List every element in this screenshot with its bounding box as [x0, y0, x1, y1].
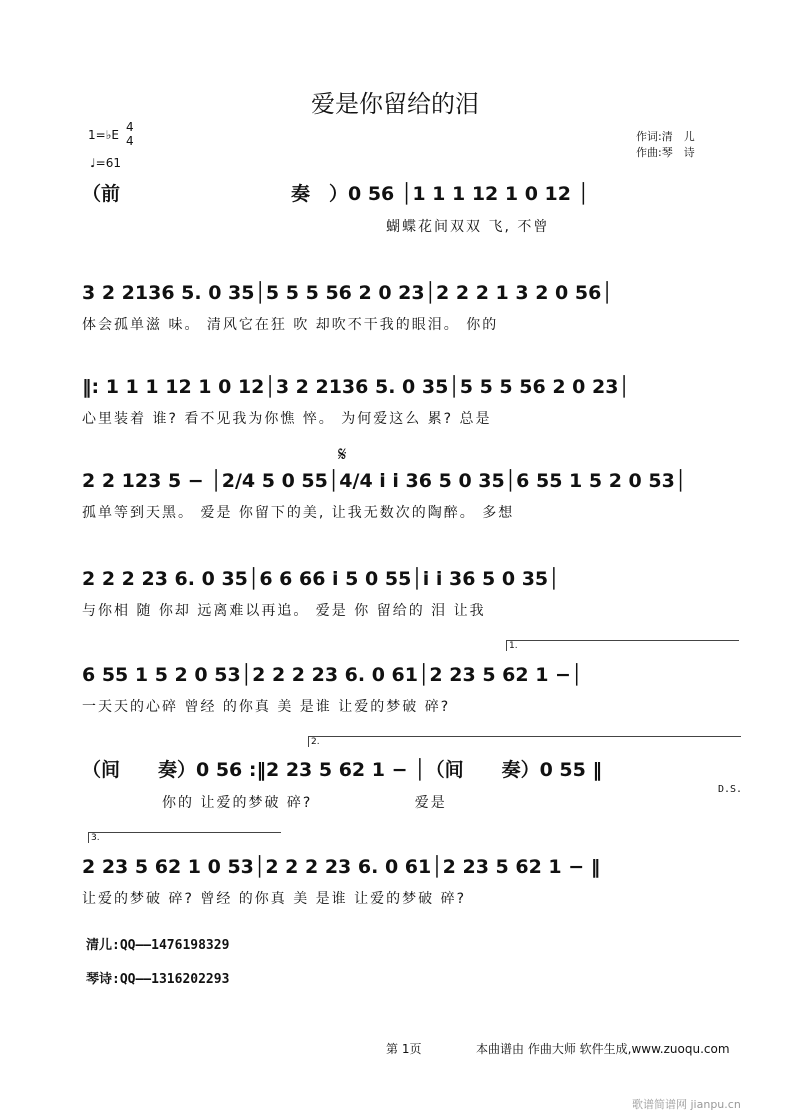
segno-sign: 𝄋 — [338, 442, 347, 466]
contact-qinger — [86, 934, 229, 953]
contact-qinger-value: QQ——1476198329 — [119, 938, 230, 953]
time-signature-bottom: 4 — [126, 134, 134, 148]
notes-line-8: 2 23 5 62 1 0 53│2 2 2 23 6. 0 61│2 23 5 62 1 − ‖ — [82, 856, 601, 878]
time-signature-top: 4 — [126, 120, 134, 134]
notes-line-1: （前 奏 ）0 56 │1 1 1 12 1 0 12 │ — [82, 183, 590, 205]
notes-line-6: 6 55 1 5 2 0 53│2 2 2 23 6. 0 61│2 23 5 62 1 −│ — [82, 664, 583, 686]
lyrics-line-1: 蝴蝶花间双双 飞, 不曾 — [82, 219, 550, 235]
lyricist-credit: 作词:清 儿 — [636, 130, 695, 143]
lyrics-line-7: 你的 让爱的梦破 碎? 爱是 — [82, 795, 447, 811]
composer-credit: 作曲:琴 诗 — [636, 146, 695, 159]
page-title: 爱是你留给的泪 — [311, 90, 479, 118]
generator-credit: 本曲谱由 作曲大师 软件生成,www.zuoqu.com — [476, 1042, 730, 1056]
time-signature — [126, 120, 134, 148]
lyrics-line-5: 与你相 随 你却 远离难以再追。 爱是 你 留给的 泪 让我 — [82, 603, 486, 619]
lyrics-line-8: 让爱的梦破 碎? 曾经 的你真 美 是谁 让爱的梦破 碎? — [82, 891, 467, 907]
contact-qinshi-value: QQ——1316202293 — [119, 972, 230, 987]
lyrics-line-3: 心里装着 谁? 看不见我为你憔 悴。 为何爱这么 累? 总是 — [82, 411, 492, 427]
contact-qinshi-label: 琴诗: — [86, 972, 120, 987]
page-number: 第 1页 — [386, 1042, 422, 1056]
lyrics-line-6: 一天天的心碎 曾经 的你真 美 是谁 让爱的梦破 碎? — [82, 699, 451, 715]
notes-line-5: 2 2 2 23 6. 0 35│6 6 66 i 5 0 55│i i 36 5 0 35│ — [82, 568, 560, 590]
contact-qinshi — [86, 968, 229, 987]
volta-second-ending: 2. — [308, 736, 741, 747]
volta-third-ending: 3. — [88, 832, 281, 843]
key-signature: 1=♭E — [88, 128, 119, 142]
contact-qinger-label: 清儿: — [86, 938, 120, 953]
notes-line-4: 2 2 123 5 − │2/4 5 0 55│4/4 i i 36 5 0 35│6 55 1 5 2 0 53│ — [82, 470, 687, 492]
notes-line-7: （间 奏）0 56 :‖2 23 5 62 1 − │（间 奏）0 55 ‖ — [82, 759, 602, 781]
notes-line-3: ‖: 1 1 1 12 1 0 12│3 2 2136 5. 0 35│5 5 5 56 2 0 23│ — [82, 376, 630, 398]
tempo-mark: ♩=61 — [90, 156, 121, 170]
notes-line-2: 3 2 2136 5. 0 35│5 5 5 56 2 0 23│2 2 2 1 3 2 0 56│ — [82, 282, 613, 304]
lyrics-line-4: 孤单等到天黑。 爱是 你留下的美, 让我无数次的陶醉。 多想 — [82, 505, 515, 521]
volta-first-ending: 1. — [506, 640, 739, 651]
lyrics-line-2: 体会孤单滋 味。 清风它在狂 吹 却吹不干我的眼泪。 你的 — [82, 317, 499, 333]
dal-segno-mark: D.S. — [718, 784, 743, 795]
watermark: 歌谱简谱网 jianpu.cn — [632, 1098, 741, 1111]
